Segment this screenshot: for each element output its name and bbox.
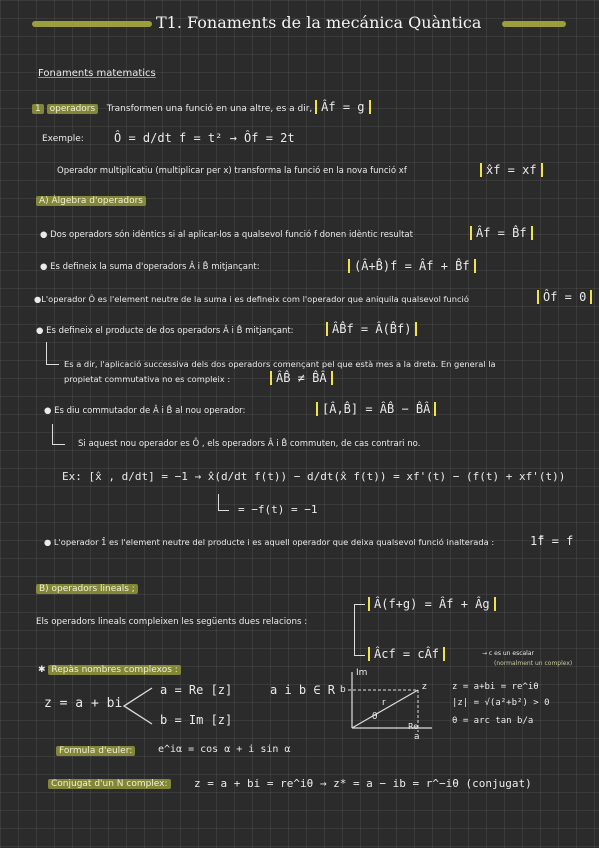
b-text: Els operadors lineals compleixen les següents dues relacions : bbox=[36, 617, 308, 627]
section-b-heading: B) operadors lineals ; bbox=[36, 584, 138, 594]
b-relation-2: Âcf = cÂf bbox=[368, 647, 445, 661]
a6-label: L'operador 1̂ es l'element neutre del producte i es aquell operador que deixa qualsevol funció inalterada : bbox=[53, 537, 495, 547]
polar-3: θ = arc tan b/a bbox=[452, 716, 534, 726]
a3-label: L'operador Ô es l'element neutre de la suma i es defineix com l'operador que aniquila qualsevol funció bbox=[41, 294, 469, 304]
a1-label: Dos operadors són idèntics si al aplicar-los a qualsevol funció f donen idèntic resultat bbox=[50, 230, 413, 240]
axis-re-label: Re bbox=[408, 722, 419, 731]
a3-box: Ôf = 0 bbox=[537, 290, 592, 304]
a5-label: Es diu commutador de Â i B̂ al nou operador: bbox=[54, 406, 246, 416]
example-line-2: = −f(t) = −1 bbox=[238, 503, 318, 516]
label-b: b bbox=[340, 685, 346, 695]
a-equation: a = Re [z] bbox=[160, 683, 233, 697]
a4-label: Es defineix el producte de dos operadors Â i B̂ mitjançant: bbox=[46, 326, 294, 336]
a2-text: ● Es defineix la suma d'operadors Â i B̂ mitjançant: bbox=[40, 262, 260, 272]
a4-text: ● Es defineix el producte de dos operadors Â i B̂ mitjançant: bbox=[36, 326, 294, 336]
section-heading: Fonaments matematics bbox=[38, 68, 156, 79]
page-title: T1. Fonaments de la mecánica Quàntica bbox=[156, 13, 482, 32]
a4-arrow-text-1: Es a dir, l'aplicació successiva dels dos operadors començant pel que està mes a la dreta. En general la bbox=[64, 359, 496, 369]
conjugate-label: Conjugat d'un N complex: bbox=[48, 779, 171, 789]
a6-equation: 1̂f = f bbox=[530, 534, 574, 548]
a1-box: Âf = B̂f bbox=[470, 226, 533, 240]
a1-text: ● Dos operadors són idèntics si al aplicar-los a qualsevol funció f donen idèntic resultat bbox=[40, 230, 413, 240]
a5-box: [Â,B̂] = ÂB̂ − B̂Â bbox=[316, 402, 436, 416]
a3-text: ●L'operador Ô es l'element neutre de la suma i es defineix com l'operador que aniquila qualsevol funció bbox=[34, 294, 469, 304]
multiplicative-box: x̂f = xf bbox=[480, 163, 543, 177]
axis-im-label: Im bbox=[356, 668, 368, 678]
b-relation-1: Â(f+g) = Âf + Âg bbox=[368, 597, 496, 611]
section-a-heading: A) Àlgebra d'operadors bbox=[36, 196, 146, 206]
label-a: a bbox=[414, 732, 420, 742]
z-fork bbox=[120, 686, 154, 726]
label-r: r bbox=[382, 698, 386, 708]
complex-plane-diagram bbox=[336, 668, 436, 738]
a2-label: Es defineix la suma d'operadors Â i B̂ mitjançant: bbox=[50, 262, 260, 272]
b-bracket bbox=[354, 604, 365, 656]
example-label: Exemple: bbox=[42, 134, 84, 144]
a5-arrow bbox=[52, 424, 65, 445]
a4-inequality: ÂB̂ ≠ B̂Â bbox=[270, 371, 333, 385]
complex-title: Repàs nombres complexos : bbox=[48, 665, 180, 675]
star-icon: ✱ bbox=[38, 665, 46, 675]
a4-arrow bbox=[46, 342, 59, 365]
euler-equation: e^iα = cos α + i sin α bbox=[158, 744, 291, 755]
title-bar-left bbox=[32, 21, 152, 27]
operators-row bbox=[32, 100, 371, 114]
a6-text: ● L'operador 1̂ es l'element neutre del producte i es aquell operador que deixa qualsevol funció inalterada : bbox=[44, 537, 495, 547]
a5-text: ● Es diu commutador de Â i B̂ al nou operador: bbox=[44, 406, 246, 416]
operators-label: operadors bbox=[47, 104, 99, 114]
complex-heading bbox=[38, 665, 181, 675]
a2-box: (Â+B̂)f = Âf + B̂f bbox=[348, 259, 476, 273]
operators-number: 1 bbox=[32, 104, 44, 114]
example-line-1: Ex: [x̂ , d/dt] = −1 → x̂(d/dt f(t)) − d/dt(x̂ f(t)) = xf'(t) − (f(t) + xf'(t)) bbox=[62, 470, 566, 483]
euler-label: Formula d'euler: bbox=[56, 746, 135, 756]
a4-box: ÂB̂f = Â(B̂f) bbox=[326, 322, 417, 336]
example-line-2-arrow bbox=[218, 494, 229, 511]
multiplicative-text: Operador multiplicatiu (multiplicar per x) transforma la funció en la nova funció xf bbox=[57, 166, 407, 176]
b-equation: b = Im [z] bbox=[160, 713, 233, 727]
a5-arrow-text: Si aquest nou operador es Ô , els operadors Â i B̂ commuten, de cas contrari no. bbox=[78, 439, 421, 449]
label-z: z bbox=[422, 682, 427, 692]
ab-real: a i b ∈ R bbox=[270, 683, 336, 697]
label-theta: θ bbox=[372, 712, 378, 722]
operators-definition: Transformen una funció en una altre, es a dir, bbox=[106, 104, 313, 114]
a4-arrow-text-2: propietat commutativa no es compleix : bbox=[64, 374, 231, 384]
conjugate-equation: z = a + bi = re^iθ → z* = a − ib = r^−iθ (conjugat) bbox=[194, 777, 532, 790]
polar-2: |z| = √(a²+b²) > 0 bbox=[452, 698, 550, 708]
title-bar-right bbox=[502, 21, 566, 27]
b-note-2: (normalment un complex) bbox=[494, 660, 573, 667]
operators-formula-box: Âf = g bbox=[315, 100, 370, 114]
example-formula: Ô = d/dt f = t² → Ôf = 2t bbox=[114, 131, 295, 145]
z-equation: z = a + bi bbox=[44, 696, 123, 711]
polar-1: z = a+bi = re^iθ bbox=[452, 682, 539, 692]
b-note-1: → c es un escalar bbox=[482, 650, 534, 657]
